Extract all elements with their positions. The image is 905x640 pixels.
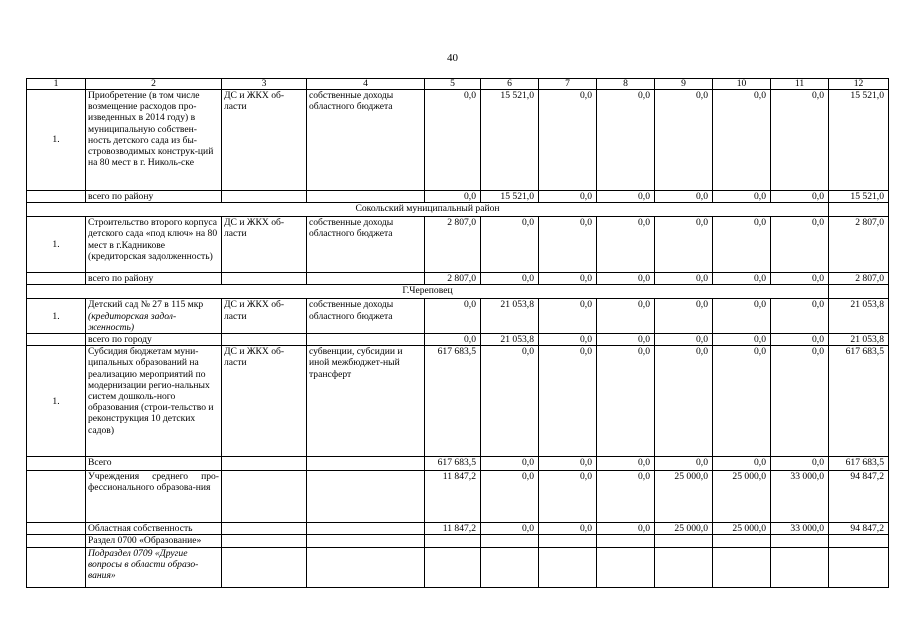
value-cell: 0,0	[597, 346, 655, 457]
value-cell: 15 521,0	[829, 191, 889, 203]
header-cell: 6	[481, 79, 539, 90]
value-cell: 0,0	[597, 217, 655, 273]
header-cell: 7	[539, 79, 597, 90]
section-row	[27, 203, 889, 217]
value-cell: 0,0	[597, 273, 655, 285]
value-cell: 0,0	[713, 299, 771, 334]
funding-source	[307, 471, 425, 523]
value-cell: 2 807,0	[829, 217, 889, 273]
value-cell: 25 000,0	[713, 523, 771, 535]
value-cell: 0,0	[713, 457, 771, 471]
row-index	[27, 471, 86, 523]
funding-source	[307, 273, 425, 285]
value-cell: 0,0	[425, 191, 481, 203]
value-cell: 0,0	[771, 299, 829, 334]
value-cell: 94 847,2	[829, 471, 889, 523]
value-cell	[713, 535, 771, 547]
value-cell: 0,0	[539, 523, 597, 535]
item-name: всего по району	[86, 273, 222, 285]
value-cell: 2 807,0	[425, 273, 481, 285]
value-cell: 33 000,0	[771, 471, 829, 523]
row-index	[27, 334, 86, 346]
value-cell: 0,0	[771, 90, 829, 191]
value-cell: 617 683,5	[425, 457, 481, 471]
value-cell: 0,0	[481, 523, 539, 535]
row-index	[27, 535, 86, 547]
funding-source: собственные доходы областного бюджета	[307, 217, 425, 273]
value-cell: 0,0	[539, 346, 597, 457]
table-row	[27, 457, 889, 471]
value-cell: 0,0	[771, 273, 829, 285]
section-row	[27, 285, 889, 299]
table-row	[27, 471, 889, 523]
value-cell: 21 053,8	[481, 334, 539, 346]
item-name: Субсидия бюджетам муни-ципальных образований на реализацию мероприятий по модернизации регио-нальных систем дошколь-ного образования (строи-тельство и реконструкция 10 детских садов)	[86, 346, 222, 457]
value-cell: 0,0	[771, 217, 829, 273]
customer	[222, 191, 307, 203]
value-cell: 0,0	[655, 457, 713, 471]
table-row	[27, 523, 889, 535]
section-title: Сокольский муниципальный район	[27, 203, 829, 217]
value-cell: 0,0	[481, 217, 539, 273]
row-index: 1.	[27, 299, 86, 334]
header-cell: 4	[307, 79, 425, 90]
row-index	[27, 457, 86, 471]
table-row	[27, 191, 889, 203]
customer: ДС и ЖКХ об-ласти	[222, 217, 307, 273]
value-cell: 0,0	[597, 457, 655, 471]
value-cell: 25 000,0	[655, 471, 713, 523]
value-cell: 21 053,8	[829, 299, 889, 334]
header-cell: 3	[222, 79, 307, 90]
value-cell: 2 807,0	[829, 273, 889, 285]
value-cell: 0,0	[655, 191, 713, 203]
item-name: Подраздел 0709 «Другие вопросы в области образо-вания»	[86, 547, 222, 587]
value-cell	[425, 547, 481, 587]
section-title: Г.Череповец	[27, 285, 829, 299]
value-cell: 0,0	[425, 90, 481, 191]
value-cell: 0,0	[713, 334, 771, 346]
value-cell: 0,0	[539, 334, 597, 346]
item-name: Строительство второго корпуса детского сада «под ключ» на 80 мест в г.Кадникове (кредиторская задолженность)	[86, 217, 222, 273]
header-cell: 9	[655, 79, 713, 90]
value-cell: 15 521,0	[829, 90, 889, 191]
value-cell: 0,0	[425, 299, 481, 334]
row-index	[27, 547, 86, 587]
value-cell: 0,0	[713, 90, 771, 191]
value-cell	[481, 547, 539, 587]
customer	[222, 334, 307, 346]
value-cell: 0,0	[539, 299, 597, 334]
table-row	[27, 273, 889, 285]
value-cell: 0,0	[597, 471, 655, 523]
value-cell: 0,0	[771, 457, 829, 471]
header-cell: 8	[597, 79, 655, 90]
value-cell: 0,0	[713, 273, 771, 285]
value-cell: 0,0	[655, 90, 713, 191]
value-cell	[539, 547, 597, 587]
header-cell: 11	[771, 79, 829, 90]
value-cell	[539, 535, 597, 547]
value-cell: 0,0	[655, 346, 713, 457]
funding-source	[307, 535, 425, 547]
funding-source	[307, 523, 425, 535]
value-cell: 11 847,2	[425, 523, 481, 535]
value-cell: 0,0	[597, 523, 655, 535]
value-cell	[425, 535, 481, 547]
value-cell: 0,0	[597, 299, 655, 334]
value-cell: 0,0	[655, 217, 713, 273]
table-row	[27, 547, 889, 587]
value-cell: 0,0	[481, 457, 539, 471]
header-cell: 12	[829, 79, 889, 90]
value-cell: 0,0	[771, 191, 829, 203]
customer	[222, 273, 307, 285]
value-cell	[597, 535, 655, 547]
page-number: 40	[447, 52, 458, 64]
customer: ДС и ЖКХ об-ласти	[222, 90, 307, 191]
table-row	[27, 346, 889, 457]
value-cell: 617 683,5	[425, 346, 481, 457]
value-cell: 0,0	[539, 90, 597, 191]
value-cell	[713, 547, 771, 587]
table-row	[27, 90, 889, 191]
value-cell	[481, 535, 539, 547]
value-cell: 0,0	[481, 471, 539, 523]
funding-source: субвенции, субсидии и иной межбюджет-ный трансферт	[307, 346, 425, 457]
value-cell	[597, 547, 655, 587]
header-cell: 5	[425, 79, 481, 90]
value-cell: 15 521,0	[481, 90, 539, 191]
row-index	[27, 523, 86, 535]
budget-table	[26, 78, 889, 588]
value-cell: 0,0	[771, 346, 829, 457]
header-cell: 2	[86, 79, 222, 90]
value-cell: 21 053,8	[481, 299, 539, 334]
value-cell: 0,0	[771, 334, 829, 346]
item-name: Областная собственность	[86, 523, 222, 535]
funding-source	[307, 547, 425, 587]
table-row	[27, 334, 889, 346]
value-cell: 0,0	[539, 217, 597, 273]
value-cell	[655, 535, 713, 547]
value-cell: 21 053,8	[829, 334, 889, 346]
value-cell	[829, 285, 889, 299]
funding-source	[307, 457, 425, 471]
value-cell: 25 000,0	[713, 471, 771, 523]
value-cell: 0,0	[713, 346, 771, 457]
value-cell: 2 807,0	[425, 217, 481, 273]
value-cell: 0,0	[597, 191, 655, 203]
value-cell: 0,0	[713, 217, 771, 273]
item-name-main: Детский сад № 27 в 115 мкр	[88, 299, 204, 311]
item-name: Приобретение (в том числе возмещение расходов про-изведенных в 2014 году) в муниципальную собствен-ность детского сада из бы-стровозводимых конструк-ций на 80 мест в г. Николь-ске	[86, 90, 222, 191]
customer: ДС и ЖКХ об-ласти	[222, 299, 307, 334]
customer	[222, 535, 307, 547]
value-cell	[771, 547, 829, 587]
value-cell: 33 000,0	[771, 523, 829, 535]
table-row	[27, 299, 889, 334]
value-cell	[829, 547, 889, 587]
row-index: 1.	[27, 217, 86, 273]
value-cell: 0,0	[597, 334, 655, 346]
value-cell: 0,0	[655, 299, 713, 334]
item-name: Всего	[86, 457, 222, 471]
table-row	[27, 217, 889, 273]
value-cell	[655, 547, 713, 587]
value-cell	[829, 203, 889, 217]
funding-source: собственные доходы областного бюджета	[307, 90, 425, 191]
value-cell: 0,0	[655, 273, 713, 285]
funding-source: собственные доходы областного бюджета	[307, 299, 425, 334]
customer	[222, 471, 307, 523]
header-cell: 1	[27, 79, 86, 90]
item-name: Раздел 0700 «Образование»	[86, 535, 222, 547]
value-cell: 0,0	[539, 457, 597, 471]
item-name	[86, 299, 222, 334]
value-cell: 0,0	[539, 471, 597, 523]
value-cell: 0,0	[425, 334, 481, 346]
value-cell: 617 683,5	[829, 346, 889, 457]
item-name: всего по району	[86, 191, 222, 203]
funding-source	[307, 191, 425, 203]
item-name-note: (кредиторская задол-женность)	[88, 310, 177, 333]
value-cell: 0,0	[539, 273, 597, 285]
value-cell: 15 521,0	[481, 191, 539, 203]
row-index	[27, 273, 86, 285]
customer	[222, 457, 307, 471]
row-index: 1.	[27, 90, 86, 191]
value-cell: 0,0	[655, 334, 713, 346]
value-cell	[829, 535, 889, 547]
value-cell: 11 847,2	[425, 471, 481, 523]
value-cell: 94 847,2	[829, 523, 889, 535]
value-cell: 0,0	[713, 191, 771, 203]
header-row	[27, 79, 889, 90]
item-name: Учреждения среднего про-фессионального образова-ния	[86, 471, 222, 523]
value-cell: 0,0	[481, 346, 539, 457]
table-row	[27, 535, 889, 547]
value-cell: 617 683,5	[829, 457, 889, 471]
item-name: всего по городу	[86, 334, 222, 346]
customer	[222, 523, 307, 535]
row-index: 1.	[27, 346, 86, 457]
customer	[222, 547, 307, 587]
row-index	[27, 191, 86, 203]
value-cell	[771, 535, 829, 547]
header-cell: 10	[713, 79, 771, 90]
value-cell: 0,0	[597, 90, 655, 191]
funding-source	[307, 334, 425, 346]
value-cell: 25 000,0	[655, 523, 713, 535]
customer: ДС и ЖКХ об-ласти	[222, 346, 307, 457]
value-cell: 0,0	[481, 273, 539, 285]
value-cell: 0,0	[539, 191, 597, 203]
